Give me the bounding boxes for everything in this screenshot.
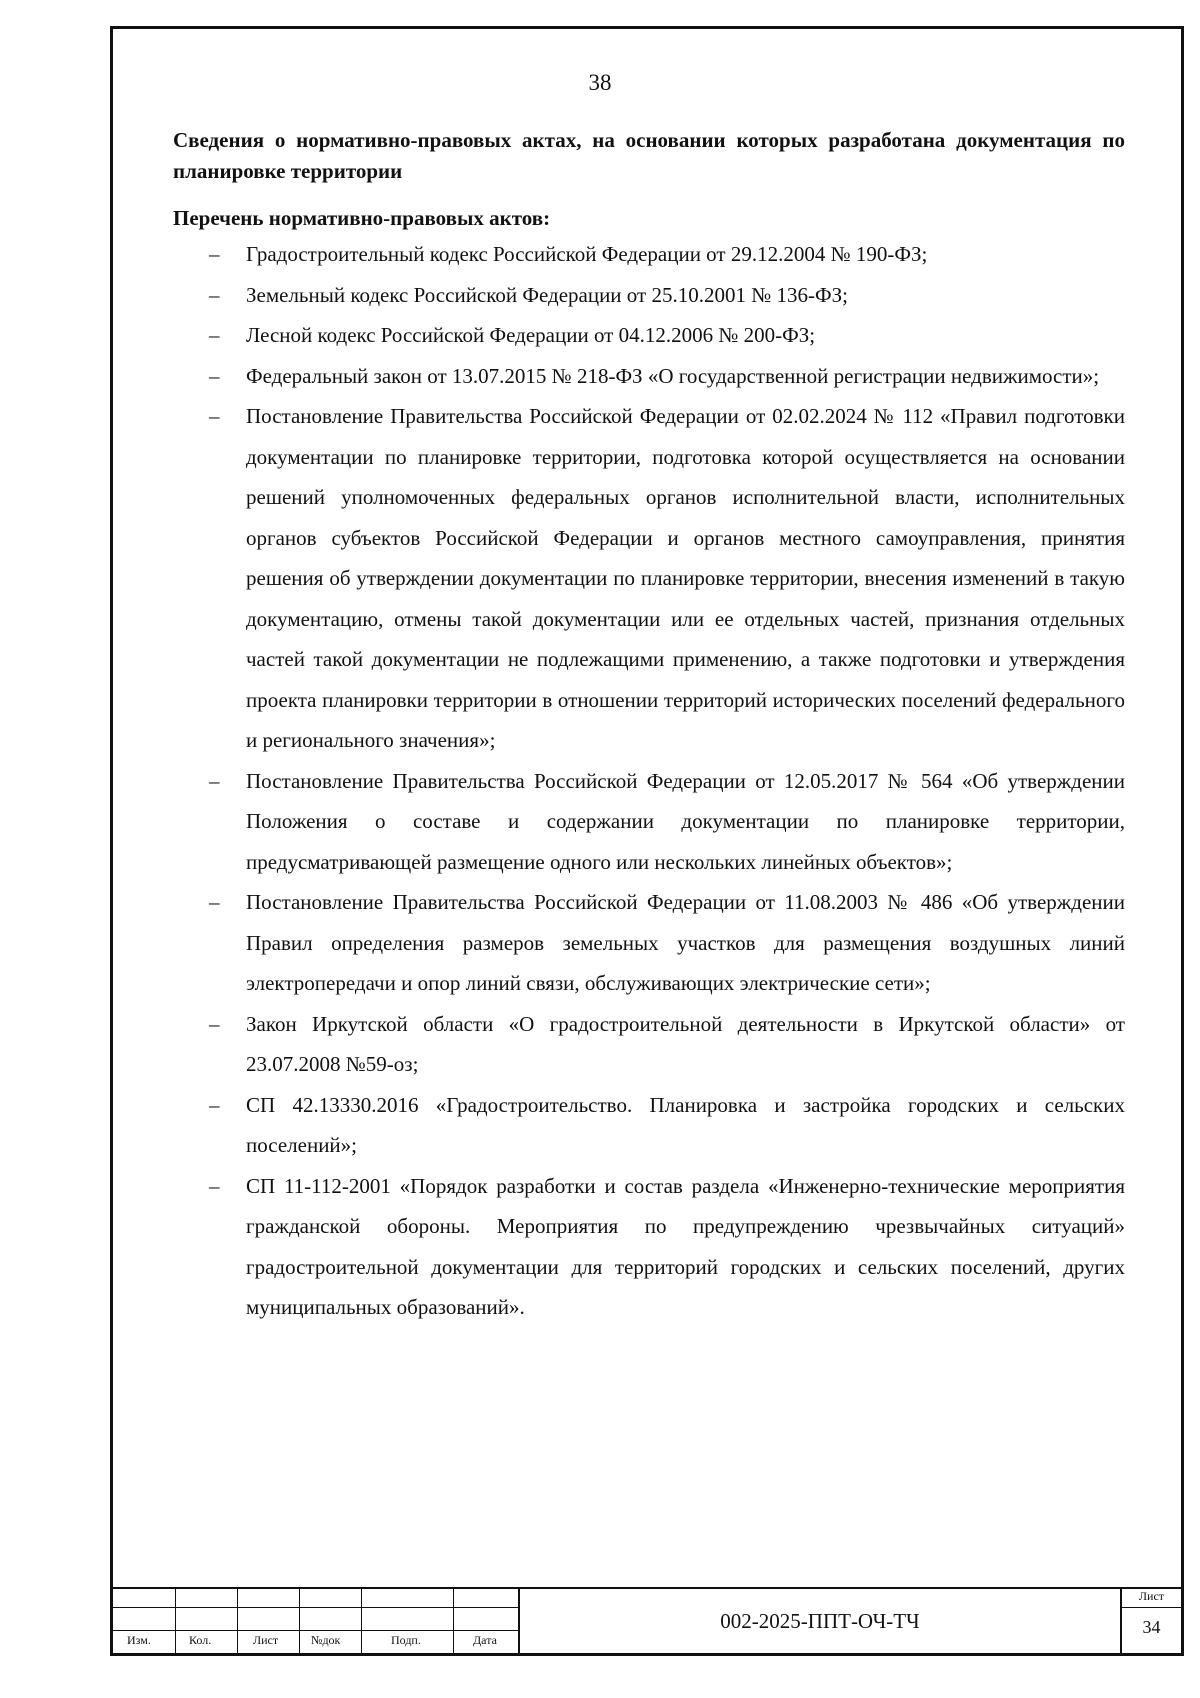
dash-marker: – <box>209 890 220 914</box>
document-code: 002-2025-ППТ-ОЧ-ТЧ <box>720 1609 920 1633</box>
list-title: Перечень нормативно-правовых актов: <box>173 206 551 230</box>
list-item: – Земельный кодекс Российской Федерации от 25.10.2001 № 136-ФЗ; <box>173 275 1125 316</box>
list-item: – СП 11-112-2001 «Порядок разработки и состав раздела «Инженерно-технические мероприятия гражданской обороны. Мероприятия по предупреждению чрезвычайных ситуаций» градостроительной документации для территорий городских и сельских поселений, других муниципальных образований». <box>173 1166 1125 1328</box>
sheet-number: 34 <box>1142 1617 1161 1637</box>
header-izm: Изм. <box>127 1633 151 1647</box>
dash-marker: – <box>209 1011 220 1036</box>
dash-marker: – <box>209 404 220 428</box>
grid-col-line <box>361 1587 362 1653</box>
list-item: – Постановление Правительства Российской Федерации от 02.02.2024 № 112 «Правил подготовки документации по планировке территории, подготовка которой осуществляется на основании решений уполномоченных федеральных органов исполнительной власти, исполнительных органов субъектов Российской Федерации и органов местного самоуправления, принятия решения об утверждении документации по планировке территории, внесения изменений в такую документацию, отмены такой документации или ее отдельных частей, признания отдельных частей такой документации не подлежащими применению, а также подготовки и утверждения проекта планировки территории в отношении территорий исторических поселений федерального и регионального значения»; <box>173 396 1125 761</box>
dash-marker: – <box>209 1173 220 1198</box>
dash-marker: – <box>209 282 220 307</box>
grid-col-line <box>299 1587 300 1653</box>
header-podp: Подп. <box>391 1633 421 1647</box>
list-item: – Постановление Правительства Российской Федерации от 11.08.2003 № 486 «Об утверждении Правил определения размеров земельных участков для размещения воздушных линий электропередачи и опор линий связи, обслуживающих электрические сети»; <box>173 882 1125 1004</box>
sheet-box <box>1120 1587 1181 1653</box>
list-item: – СП 42.13330.2016 «Градостроительство. Планировка и застройка городских и сельских поселений»; <box>173 1085 1125 1166</box>
grid-col-line <box>175 1587 176 1653</box>
dash-marker: – <box>209 363 220 388</box>
list-item: – Постановление Правительства Российской Федерации от 12.05.2017 № 564 «Об утверждении Положения о составе и содержании документации по планировке территории, предусматривающей размещение одного или нескольких линейных объектов»; <box>173 761 1125 883</box>
header-list: Лист <box>253 1633 279 1647</box>
list-item: – Лесной кодекс Российской Федерации от 04.12.2006 № 200-ФЗ; <box>173 315 1125 356</box>
dash-marker: – <box>209 323 220 347</box>
sheet-divider <box>1122 1607 1181 1608</box>
page-number: 38 <box>588 70 612 95</box>
dash-marker: – <box>209 1092 220 1117</box>
sheet-label: Лист <box>1138 1589 1165 1603</box>
title-block <box>113 1587 1181 1653</box>
grid-col-line <box>237 1587 238 1653</box>
header-data: Дата <box>473 1633 497 1647</box>
grid-col-line <box>453 1587 454 1653</box>
list-item: – Федеральный закон от 13.07.2015 № 218-ФЗ «О государственной регистрации недвижимости»; <box>173 356 1125 397</box>
list-item: – Градостроительный кодекс Российской Федерации от 29.12.2004 № 190-ФЗ; <box>173 234 1125 275</box>
list-item: – Закон Иркутской области «О градостроительной деятельности в Иркутской области» от 23.07.2008 №59-оз; <box>173 1004 1125 1085</box>
dash-marker: – <box>209 242 220 266</box>
section-heading: Сведения о нормативно-правовых актах, на основании которых разработана документация по планировке территории <box>173 128 1125 183</box>
legal-acts-list <box>173 234 1125 1328</box>
dash-marker: – <box>209 768 220 793</box>
document-body <box>173 125 1125 1328</box>
header-ndok: №док <box>311 1633 341 1647</box>
header-kol: Кол. <box>189 1633 212 1647</box>
revision-grid <box>113 1587 520 1653</box>
